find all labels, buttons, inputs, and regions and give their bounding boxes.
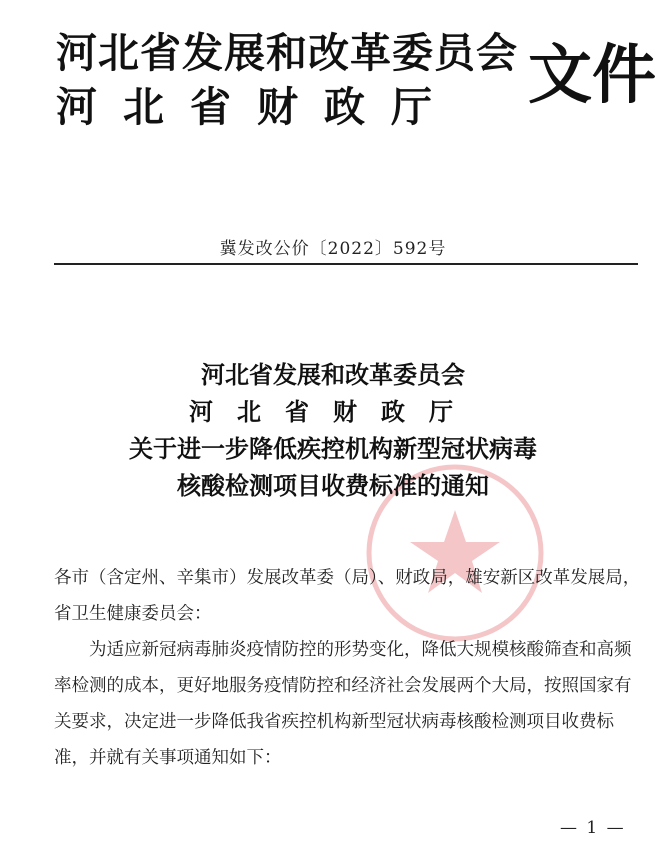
title-line-3: 关于进一步降低疾控机构新型冠状病毒: [129, 434, 537, 463]
document-type-label: 文件: [528, 38, 656, 113]
title-line-1: 河北省发展和改革委员会: [201, 360, 465, 389]
recipients-paragraph: 各市（含定州、辛集市）发展改革委（局）、财政局，雄安新区改革发展局，省卫生健康委员会：: [54, 568, 641, 624]
title-line-2: 河北省财政厅: [189, 397, 477, 426]
document-number: 冀发改公价〔2022〕592号: [219, 239, 447, 259]
page-number: — 1 —: [560, 818, 626, 838]
title-line-4: 核酸检测项目收费标准的通知: [177, 471, 489, 500]
issuer-name-1: 河北省发展和改革委员会: [56, 29, 518, 77]
header-divider: [54, 263, 638, 265]
document-body: [54, 560, 646, 776]
issuer-block: [56, 28, 516, 132]
issuer-name-2: 河北省财政厅: [56, 83, 458, 131]
body-paragraph-1: 为适应新冠病毒肺炎疫情防控的形势变化，降低大规模核酸筛查和高频率检测的成本，更好地服务疫情防控和经济社会发展两个大局，按照国家有关要求，决定进一步降低我省疾控机构新型冠状病毒核酸检测项目收费标准，并就有关事项通知如下：: [54, 640, 632, 768]
document-title: [0, 356, 666, 504]
